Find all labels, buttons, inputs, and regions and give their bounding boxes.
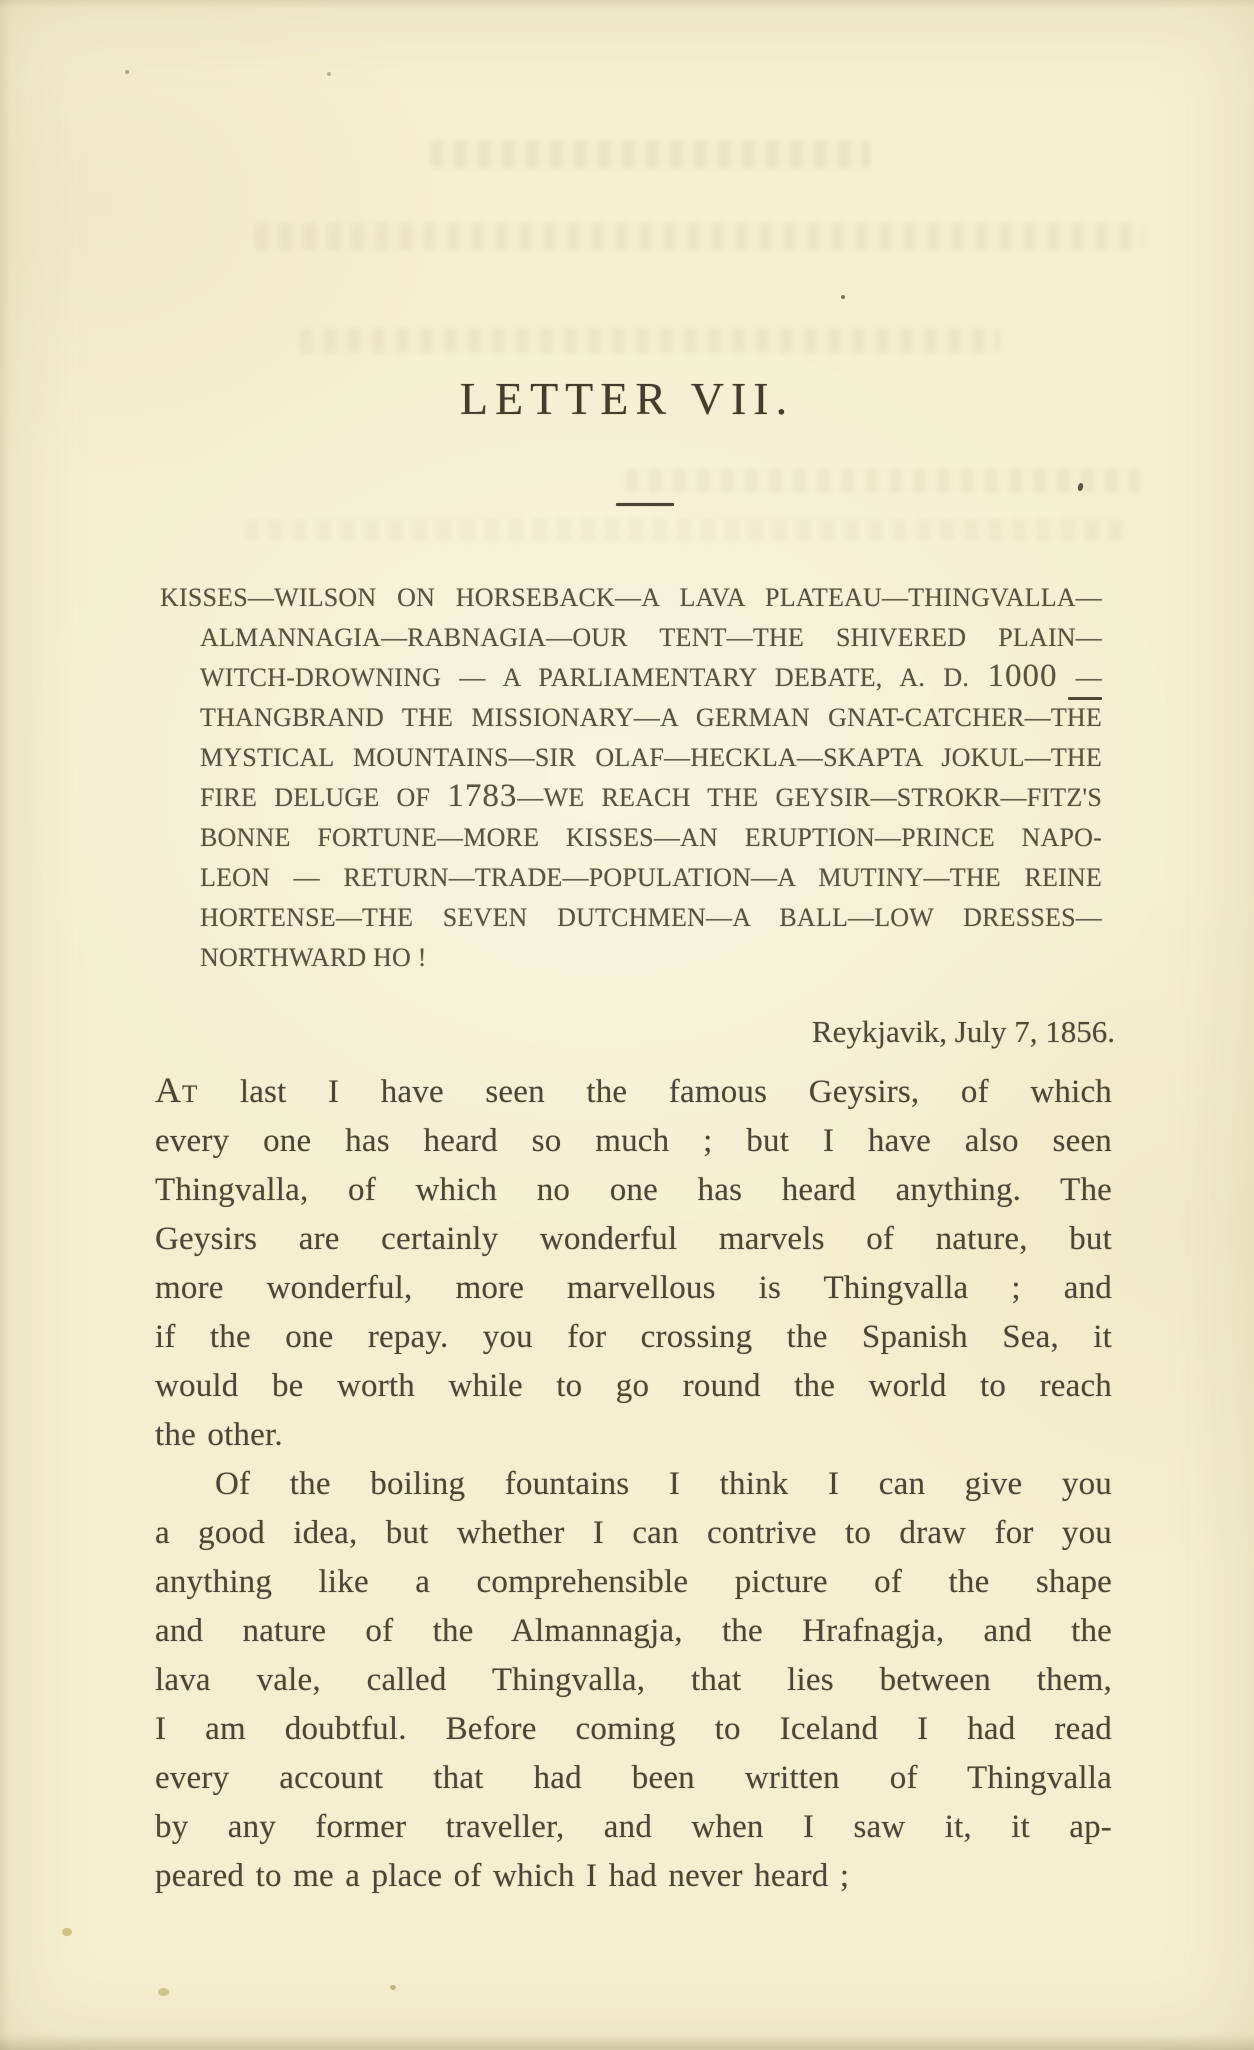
body-line: Geysirs are certainly wonderful marvels of nature, but bbox=[155, 1221, 1112, 1257]
heading-divider bbox=[616, 503, 674, 506]
summary-line: LEON — RETURN—TRADE—POPULATION—A MUTINY—THE REINE bbox=[200, 863, 1102, 892]
argument-summary bbox=[160, 578, 1102, 978]
summary-year: 1000 bbox=[987, 658, 1058, 694]
lead-smallcaps: At bbox=[155, 1070, 199, 1110]
body-line bbox=[155, 1068, 1112, 1117]
body-line: and nature of the Almannagja, the Hrafnagja, and the bbox=[155, 1613, 1112, 1649]
body-line: the other. bbox=[155, 1417, 283, 1453]
paper-speck bbox=[841, 295, 845, 299]
paper-speck bbox=[62, 1928, 72, 1936]
bleedthrough-ghost bbox=[255, 223, 1145, 250]
summary-line bbox=[200, 658, 1102, 698]
summary-line-text: FIRE DELUGE OF bbox=[200, 783, 448, 812]
summary-line: MYSTICAL MOUNTAINS—SIR OLAF—HECKLA—SKAPTA JOKUL—THE bbox=[200, 743, 1102, 772]
body-line-text: last I have seen the famous Geysirs, of which bbox=[198, 1074, 1112, 1110]
letter-heading: LETTER VII. bbox=[459, 373, 795, 424]
summary-line: HORTENSE—THE SEVEN DUTCHMEN—A BALL—LOW DRESSES— bbox=[200, 903, 1102, 932]
bleedthrough-ghost bbox=[300, 328, 1000, 353]
body-line: every account that had been written of Thingvalla bbox=[155, 1760, 1112, 1796]
summary-line bbox=[200, 778, 1102, 818]
body-line: a good idea, but whether I can contrive to draw for you bbox=[155, 1515, 1112, 1551]
body-line: if the one repay. you for crossing the Spanish Sea, it bbox=[155, 1319, 1112, 1355]
summary-line-text: —WE REACH THE GEYSIR—STROKR—FITZ'S bbox=[517, 783, 1102, 812]
dash-artifact bbox=[1068, 697, 1102, 700]
body-line: anything like a comprehensible picture of the shape bbox=[155, 1564, 1112, 1600]
summary-line: THANGBRAND THE MISSIONARY—A GERMAN GNAT-CATCHER—THE bbox=[200, 703, 1102, 732]
summary-year: 1783 bbox=[447, 778, 518, 814]
body-line: would be worth while to go round the world to reach bbox=[155, 1368, 1112, 1404]
summary-line: KISSES—WILSON ON HORSEBACK—A LAVA PLATEAU—THINGVALLA— bbox=[160, 583, 1102, 612]
body-line: lava vale, called Thingvalla, that lies between them, bbox=[155, 1662, 1112, 1698]
summary-line: NORTHWARD HO ! bbox=[200, 943, 427, 972]
body-line: by any former traveller, and when I saw it, it ap- bbox=[155, 1809, 1112, 1845]
body-line: Thingvalla, of which no one has heard anything. The bbox=[155, 1172, 1112, 1208]
paper-speck bbox=[158, 1988, 169, 1996]
body-line: more wonderful, more marvellous is Thingvalla ; and bbox=[155, 1270, 1112, 1306]
bleedthrough-ghost bbox=[430, 141, 870, 168]
body-line: Of the boiling fountains I think I can give you bbox=[215, 1466, 1112, 1502]
page-edge-top bbox=[0, 0, 1254, 8]
page-edge-bottom bbox=[0, 2034, 1254, 2050]
dateline: Reykjavik, July 7, 1856. bbox=[811, 1014, 1115, 1049]
body-line: peared to me a place of which I had never heard ; bbox=[155, 1858, 850, 1894]
paper-speck bbox=[125, 70, 129, 74]
paper-speck bbox=[327, 72, 331, 76]
summary-line: ALMANNAGIA—RABNAGIA—OUR TENT—THE SHIVERED PLAIN— bbox=[200, 623, 1102, 652]
bleedthrough-ghost bbox=[625, 469, 1140, 493]
body-line: every one has heard so much ; but I have also seen bbox=[155, 1123, 1112, 1159]
body-line: I am doubtful. Before coming to Iceland I had read bbox=[155, 1711, 1112, 1747]
bleedthrough-ghost bbox=[245, 519, 1125, 541]
summary-line-text: — bbox=[1057, 663, 1102, 692]
letter-body bbox=[155, 1068, 1112, 1901]
summary-line-text: WITCH-DROWNING — A PARLIAMENTARY DEBATE, A. D. bbox=[200, 663, 988, 692]
summary-line: BONNE FORTUNE—MORE KISSES—AN ERUPTION—PRINCE NAPO- bbox=[200, 823, 1102, 852]
paper-speck bbox=[390, 1985, 396, 1990]
page-edge-left bbox=[0, 0, 10, 2050]
